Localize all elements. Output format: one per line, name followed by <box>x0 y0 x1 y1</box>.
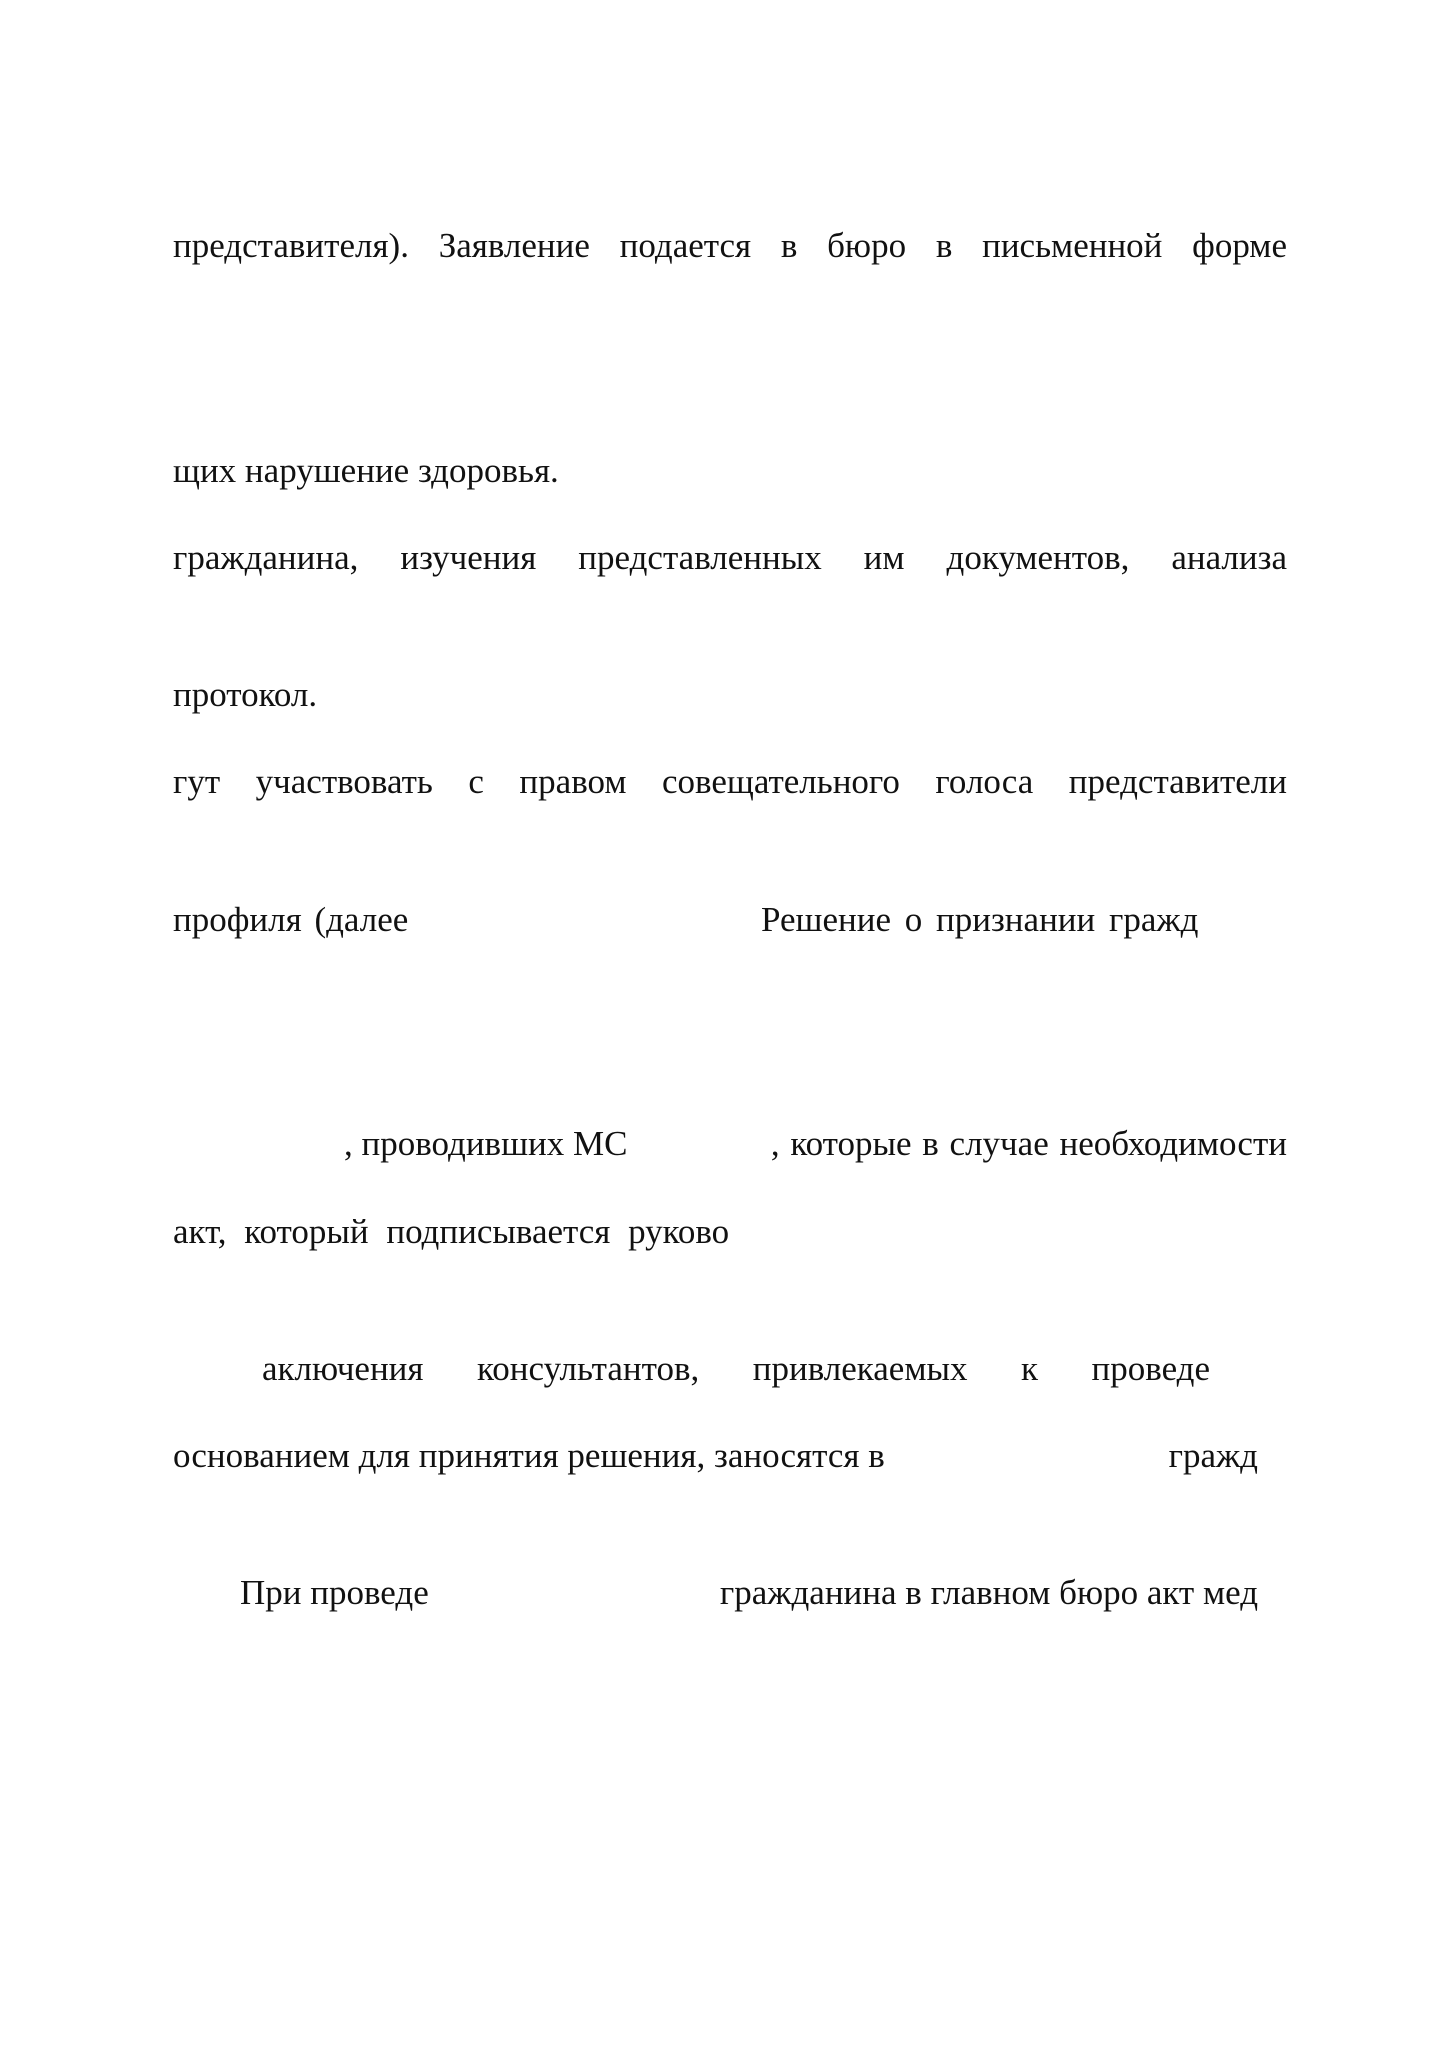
text-line-3: гражданина, изучения представленных им документов, анализа <box>173 538 1287 577</box>
text-line-5: гут участвовать с правом совещательного голоса представители <box>173 762 1287 801</box>
text-fragment-6b: Решение о признании гражд <box>761 900 1199 939</box>
text-line-4: протокол. <box>173 675 318 714</box>
text-fragment-7a: , проводивших МС <box>344 1124 628 1163</box>
text-line-2: щих нарушение здоровья. <box>173 451 559 490</box>
text-line-10 <box>173 1434 1258 1478</box>
text-line-1: представителя). Заявление подается в бюро в письменной форме <box>173 226 1287 265</box>
text-fragment-11a: При проведе <box>240 1573 429 1612</box>
text-fragment-6a: профиля (далее <box>173 900 409 939</box>
text-line-9: аключения консультантов, привлекаемых к проведе <box>262 1349 1210 1388</box>
text-line-11 <box>173 1571 1258 1615</box>
text-line-8: акт, который подписывается руково <box>173 1212 730 1251</box>
text-fragment-11b: гражданина в главном бюро акт мед <box>719 1573 1258 1612</box>
text-fragment-10b: гражд <box>1168 1436 1258 1475</box>
text-line-7 <box>173 1122 1287 1166</box>
text-fragment-7b: , которые в случае необходимости <box>770 1124 1287 1163</box>
text-line-6 <box>173 898 1199 942</box>
text-fragment-10a: основанием для принятия решения, заносятся в <box>173 1436 885 1475</box>
